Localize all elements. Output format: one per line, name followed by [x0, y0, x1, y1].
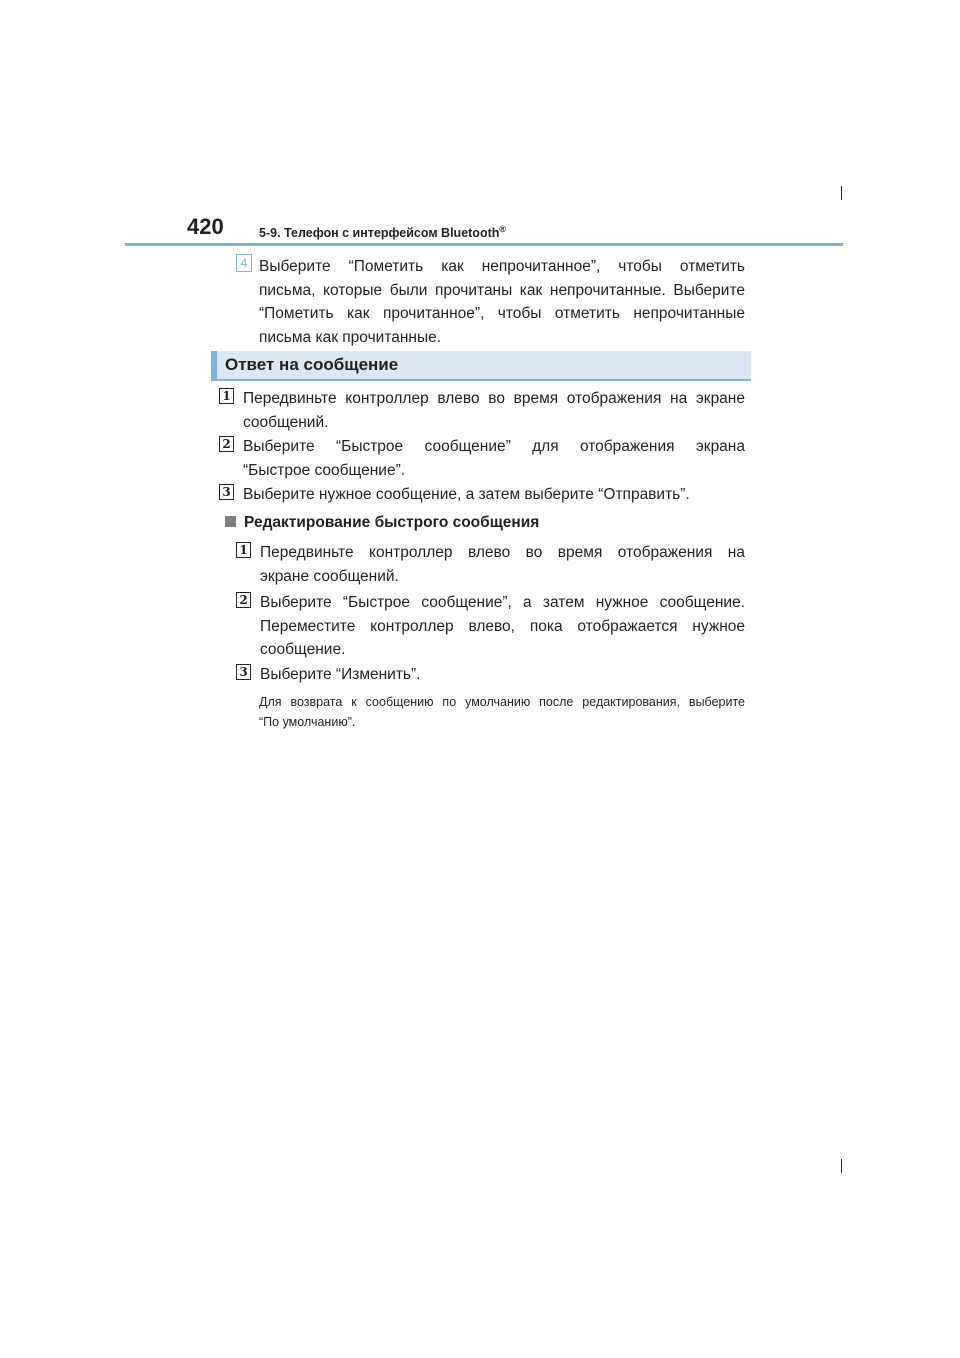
step-4-text: Выберите “Пометить как непрочитанное”, чтобы отметить письма, которые были прочитаны как непрочитанные. Выберите “Пометить как прочитанное”, чтобы отметить непрочитанные письма как прочитанные.	[259, 258, 745, 346]
reply-step-2-text: Выберите “Быстрое сообщение” для отображения экрана “Быстрое сообщение”.	[243, 438, 745, 479]
section-heading: Ответ на сообщение	[225, 355, 399, 374]
edit-step-1-marker: 1	[236, 542, 251, 558]
square-bullet-icon	[225, 516, 236, 527]
step-1-marker: 1	[219, 388, 234, 404]
subsection-heading: Редактирование быстрого сообщения	[225, 514, 539, 532]
reply-step-1-text: Передвиньте контроллер влево во время отображения на экране сообщений.	[243, 390, 745, 431]
edit-step-3-text: Выберите “Изменить”.	[260, 666, 421, 683]
crop-mark-bottom-right	[841, 1159, 842, 1173]
band-accent-bar	[211, 351, 217, 379]
step-4-marker: 4	[236, 254, 252, 272]
page-number: 420	[187, 214, 224, 239]
section-title: 5-9. Телефон с интерфейсом Bluetooth®	[259, 224, 507, 241]
reply-step-3-text: Выберите нужное сообщение, а затем выберите “Отправить”.	[243, 486, 690, 503]
header-rule	[125, 243, 843, 246]
section-band-reply	[211, 351, 751, 381]
edit-step-1-text: Передвиньте контроллер влево во время отображения на экране сообщений.	[260, 544, 745, 585]
edit-step-2-marker: 2	[236, 592, 251, 608]
edit-step-3-marker: 3	[236, 664, 251, 680]
edit-note: Для возврата к сообщению по умолчанию после редактирования, выберите “По умолчанию”.	[259, 695, 745, 729]
registered-mark: ®	[499, 224, 507, 234]
crop-mark-top-right	[841, 186, 842, 200]
edit-step-2-text: Выберите “Быстрое сообщение”, а затем нужное сообщение. Переместите контроллер влево, пока отображается нужное сообщение.	[260, 594, 745, 658]
step-3-marker: 3	[219, 484, 234, 500]
step-2-marker: 2	[219, 436, 234, 452]
